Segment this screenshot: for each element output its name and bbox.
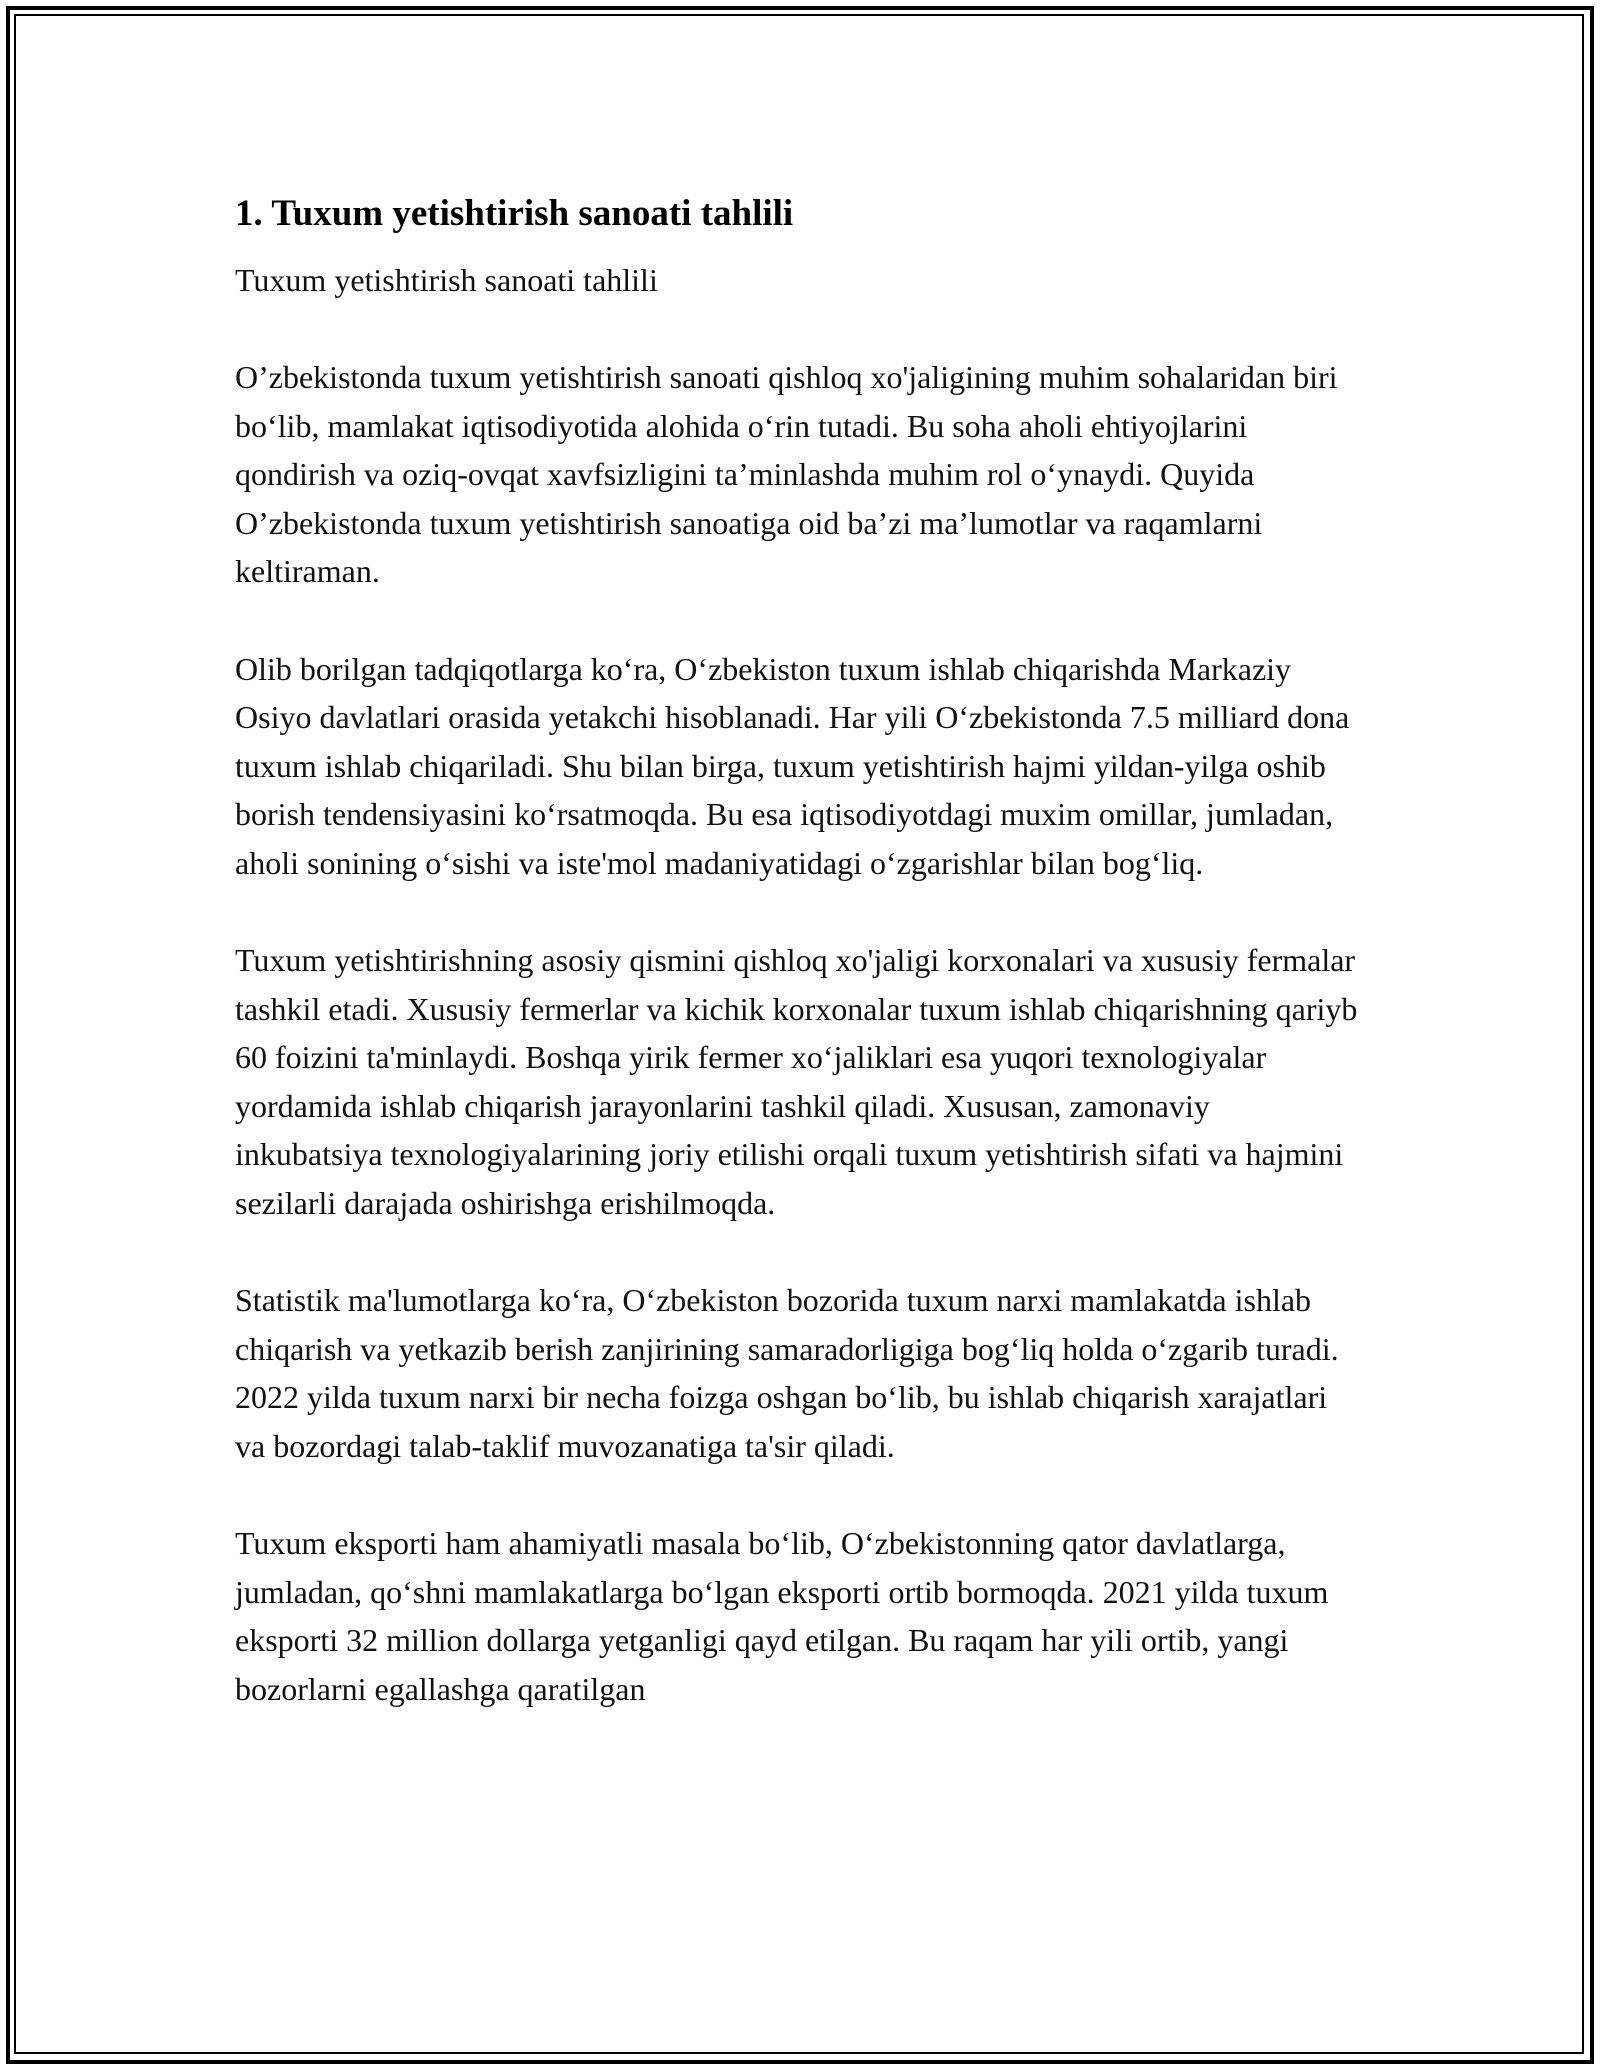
paragraph-production: Olib borilgan tadqiqotlarga ko‘ra, O‘zbekiston tuxum ishlab chiqarishda Markaziy Osiyo davlatlari orasida yetakchi hisoblanadi. Har yili O‘zbekistonda 7.5 milliard dona tuxum ishlab chiqariladi. Shu bilan birga, tuxum yetishtirish hajmi yildan-yilga oshib borish tendensiyasini ko‘rsatmoqda. Bu esa iqtisodiyotdagi muxim omillar, jumladan, aholi sonining o‘sishi va iste'mol madaniyatidagi o‘zgarishlar bilan bog‘liq. [235, 650, 1350, 881]
paragraph-producers: Tuxum yetishtirishning asosiy qismini qishloq xo'jaligi korxonalari va xususiy fermalar tashkil etadi. Xususiy fermerlar va kichik korxonalar tuxum ishlab chiqarishning qariyb 60 foizini ta'minlaydi. Boshqa yirik fermer xo‘jaliklari esa yuqori texnologiyalar yordamida ishlab chiqarish jarayonlarini tashkil qiladi. Xususan, zamonaviy inkubatsiya texnologiyalarining joriy etilishi orqali tuxum yetishtirish sifati va hajmini sezilarli darajada oshirishga erishilmoqda. [235, 942, 1358, 1221]
paragraph-export: Tuxum eksporti ham ahamiyatli masala bo‘lib, O‘zbekistonning qator davlatlarga, jumladan, qo‘shni mamlakatlarga bo‘lgan eksporti ortib bormoqda. 2021 yilda tuxum eksporti 32 million dollarga yetganligi qayd etilgan. Bu raqam har yili ortib, yangi bozorlarni egallashga qaratilgan [235, 1525, 1329, 1707]
paragraph-intro: O’zbekistonda tuxum yetishtirish sanoati qishloq xo'jaligining muhim sohalaridan biri bo‘lib, mamlakat iqtisodiyotida alohida o‘rin tutadi. Bu soha aholi ehtiyojlarini qondirish va oziq-ovqat xavfsizligini ta’minlashda muhim rol o‘ynaydi. Quyida O’zbekistonda tuxum yetishtirish sanoatiga oid ba’zi ma’lumotlar va raqamlarni keltiraman. [235, 359, 1338, 589]
section-subheading: Tuxum yetishtirish sanoati tahlili [235, 262, 658, 298]
paragraph-prices: Statistik ma'lumotlarga ko‘ra, O‘zbekiston bozorida tuxum narxi mamlakatda ishlab chiqarish va yetkazib berish zanjirining samaradorligiga bog‘liq holda o‘zgarib turadi. 2022 yilda tuxum narxi bir necha foizga oshgan bo‘lib, bu ishlab chiqarish xarajatlari va bozordagi talab-taklif muvozanatiga ta'sir qiladi. [235, 1282, 1339, 1464]
document-body [235, 188, 1365, 1713]
section-heading: 1. Tuxum yetishtirish sanoati tahlili [235, 193, 794, 234]
